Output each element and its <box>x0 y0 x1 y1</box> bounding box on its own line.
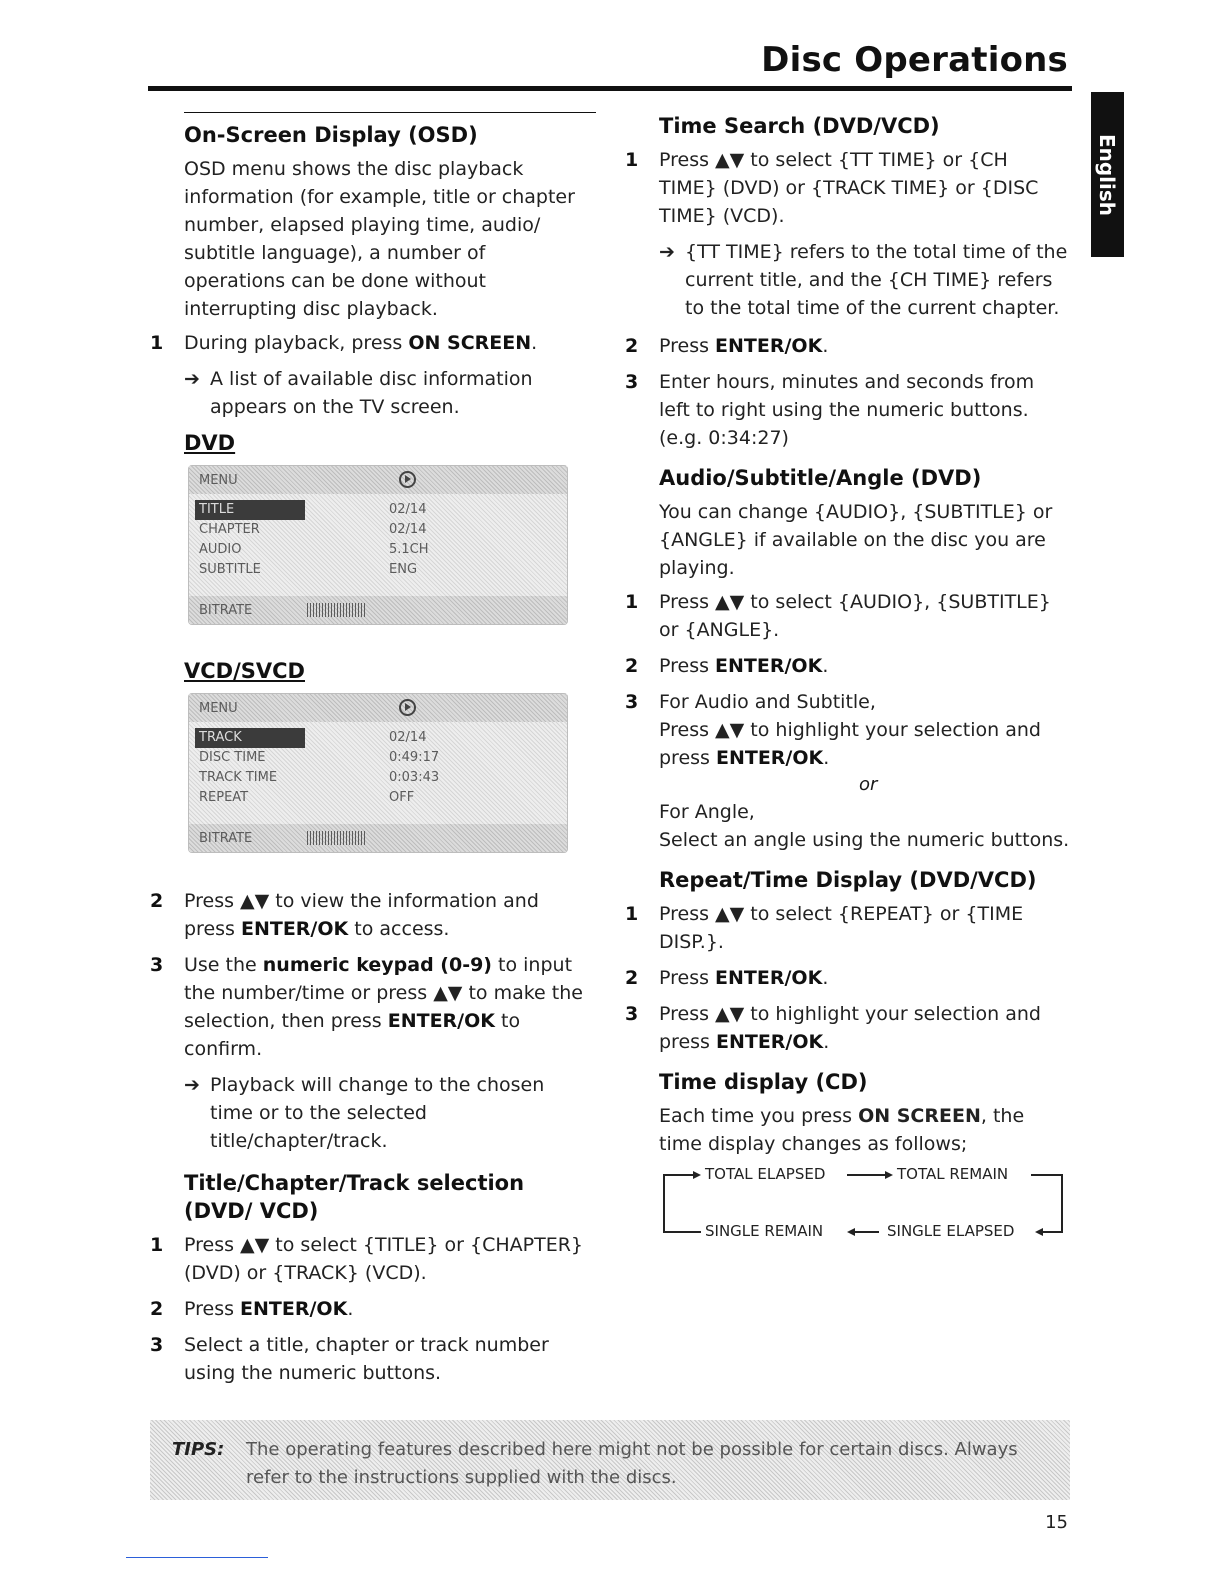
step-number: 3 <box>625 691 639 713</box>
osd-row <box>199 540 429 560</box>
osd-row-label: TITLE <box>195 500 305 520</box>
result-text: Playback will change to the chosen time or to the selected title/chapter/track. <box>210 1074 545 1152</box>
osd-heading: On-Screen Display (OSD) <box>184 123 478 147</box>
step-key: ENTER/OK <box>715 967 823 989</box>
osd-row <box>199 560 418 580</box>
step-number: 1 <box>625 149 639 171</box>
step-text: Press ▲▼ to view the information and press <box>184 890 539 940</box>
tct-heading: Title/Chapter/Track selection (DVD/ VCD) <box>184 1171 525 1223</box>
osd-row <box>199 788 415 808</box>
bitrate-meter-icon <box>307 603 365 617</box>
result-text: {TT TIME} refers to the total time of the current title, and the {CH TIME} refers to the total time of the current chapter. <box>685 241 1068 319</box>
osd-row-value: 0:03:43 <box>389 770 440 785</box>
osd-row <box>199 728 427 748</box>
ts-step-1 <box>625 146 1070 230</box>
step-number: 2 <box>625 335 639 357</box>
step-text: Press <box>659 335 716 357</box>
ts-step-3 <box>625 368 1070 452</box>
step-number: 3 <box>150 954 164 976</box>
tips-box <box>150 1420 1070 1500</box>
arrow-right-icon <box>693 1171 701 1179</box>
osd-result-1 <box>184 365 590 421</box>
step-number: 3 <box>625 371 639 393</box>
step-text: Select a title, chapter or track number using the numeric buttons. <box>184 1334 549 1384</box>
rtd-step-3 <box>625 1000 1070 1056</box>
asa-step-2 <box>625 652 1070 680</box>
left-column <box>150 112 590 1395</box>
step-text: Press ▲▼ to highlight your selection and press <box>659 719 1041 769</box>
step-key: numeric keypad (0-9) <box>262 954 492 976</box>
step-text: For Audio and Subtitle, <box>659 691 876 713</box>
intro-key: ON SCREEN <box>858 1105 981 1127</box>
osd-row-value: 02/14 <box>389 502 427 517</box>
step-key: ENTER/OK <box>715 1031 824 1053</box>
step-key: ENTER/OK <box>715 335 823 357</box>
vcd-osd-screen <box>188 693 568 853</box>
tips-text: The operating features described here might not be possible for certain discs. Always refer to the instructions supplied with the discs. <box>246 1439 1018 1488</box>
osd-row-value: OFF <box>389 790 415 805</box>
right-column <box>625 112 1070 1244</box>
step-number: 1 <box>150 332 164 354</box>
play-icon <box>399 471 416 488</box>
step-text: . <box>823 1031 830 1053</box>
step-text: . <box>823 747 830 769</box>
osd-row <box>199 748 440 768</box>
asa-heading: Audio/Subtitle/Angle (DVD) <box>659 466 982 490</box>
step-text: During playback, press <box>184 332 409 354</box>
step-number: 1 <box>150 1234 164 1256</box>
asa-step-1 <box>625 588 1070 644</box>
osd-row-value: 0:49:17 <box>389 750 440 765</box>
tips-label: TIPS: <box>172 1439 225 1460</box>
diagram-line <box>663 1174 695 1176</box>
arrow-left-icon <box>1035 1228 1043 1236</box>
step-key: ENTER/OK <box>715 655 823 677</box>
step-text: Press <box>659 655 716 677</box>
step-key: ENTER/OK <box>240 918 349 940</box>
intro-text: , the time display changes as follows; <box>659 1105 1025 1155</box>
step-text: Press <box>184 1298 241 1320</box>
diagram-line <box>663 1231 701 1233</box>
result-arrow-icon: ➔ <box>184 368 200 390</box>
osd-row-label: CHAPTER <box>199 522 260 537</box>
title-rule <box>148 86 1072 91</box>
section-rule <box>184 112 596 113</box>
step-text: Enter hours, minutes and seconds from left to right using the numeric buttons. (e.g. 0:34:27) <box>659 371 1035 449</box>
osd-row <box>199 768 440 788</box>
bitrate-meter-icon <box>307 831 365 845</box>
step-text: . <box>347 1298 354 1320</box>
step-number: 2 <box>625 967 639 989</box>
dvd-label: DVD <box>184 431 236 455</box>
language-tab <box>1091 92 1124 257</box>
result-text: A list of available disc information appears on the TV screen. <box>210 368 533 418</box>
page-number: 15 <box>1045 1512 1068 1533</box>
time-display-cycle-diagram <box>659 1164 1063 1244</box>
osd-row-value: ENG <box>389 562 418 577</box>
osd-row-label: DISC TIME <box>199 750 266 765</box>
step-key: ON SCREEN <box>408 332 532 354</box>
step-text: Press ▲▼ to select {TT TIME} or {CH TIME} (DVD) or {TRACK TIME} or {DISC TIME} (VCD). <box>659 149 1039 227</box>
step-text: . <box>822 967 829 989</box>
osd-bitrate-label: BITRATE <box>199 603 253 618</box>
step-text: Press ▲▼ to highlight your selection and press <box>659 1003 1041 1053</box>
osd-menu-label: MENU <box>199 473 238 488</box>
step-number: 1 <box>625 903 639 925</box>
step-text: . <box>531 332 538 354</box>
dvd-osd-screen <box>188 465 568 625</box>
step-text: Use the <box>184 954 263 976</box>
osd-result-3 <box>184 1071 590 1155</box>
tct-step-3 <box>150 1331 590 1387</box>
osd-header-bar <box>189 694 567 722</box>
step-number: 2 <box>625 655 639 677</box>
osd-row <box>199 500 427 520</box>
step-number: 2 <box>150 1298 164 1320</box>
step-text: to input the number/time or press ▲▼ to make the selection, then press <box>184 954 583 1032</box>
osd-menu-label: MENU <box>199 701 238 716</box>
osd-row-value: 02/14 <box>389 522 427 537</box>
language-tab-label: English <box>1095 133 1120 216</box>
step-text: . <box>822 655 829 677</box>
osd-step-2 <box>150 887 590 943</box>
single-remain-label: SINGLE REMAIN <box>705 1222 824 1240</box>
osd-row <box>199 520 427 540</box>
ts-result-1 <box>659 238 1070 322</box>
step-text: to access. <box>348 918 450 940</box>
osd-row-label: TRACK TIME <box>199 770 278 785</box>
step-text: Press ▲▼ to select {AUDIO}, {SUBTITLE} or {ANGLE}. <box>659 591 1051 641</box>
step-text: . <box>822 335 829 357</box>
page-title: Disc Operations <box>761 40 1068 80</box>
step-text: Press <box>659 967 716 989</box>
osd-header-bar <box>189 466 567 494</box>
step-key: ENTER/OK <box>240 1298 348 1320</box>
time-search-heading: Time Search (DVD/VCD) <box>659 114 940 138</box>
play-icon <box>399 699 416 716</box>
rtd-step-2 <box>625 964 1070 992</box>
diagram-line <box>1043 1231 1063 1233</box>
arrow-right-icon <box>885 1171 893 1179</box>
osd-bitrate-label: BITRATE <box>199 831 253 846</box>
osd-row-value: 5.1CH <box>389 542 429 557</box>
asa-intro: You can change {AUDIO}, {SUBTITLE} or {ANGLE} if available on the disc you are playing. <box>659 501 1053 579</box>
osd-footer-bar <box>189 824 567 852</box>
time-display-heading: Time display (CD) <box>659 1070 868 1094</box>
step-key: ENTER/OK <box>387 1010 495 1032</box>
osd-row-label: AUDIO <box>199 542 242 557</box>
bottom-rule <box>126 1557 268 1558</box>
vcd-label: VCD/SVCD <box>184 659 305 683</box>
total-elapsed-label: TOTAL ELAPSED <box>705 1165 826 1183</box>
step-number: 2 <box>150 890 164 912</box>
result-arrow-icon: ➔ <box>184 1074 200 1096</box>
diagram-line <box>663 1174 665 1232</box>
diagram-line <box>1031 1174 1063 1176</box>
or-separator: or <box>859 774 878 795</box>
step-text: Press ▲▼ to select {TITLE} or {CHAPTER} (DVD) or {TRACK} (VCD). <box>184 1234 584 1284</box>
osd-row-label: REPEAT <box>199 790 249 805</box>
rtd-heading: Repeat/Time Display (DVD/VCD) <box>659 868 1037 892</box>
step-number: 3 <box>625 1003 639 1025</box>
step-text: to confirm. <box>184 1010 521 1060</box>
step-key: ENTER/OK <box>715 747 824 769</box>
osd-row-value: 02/14 <box>389 730 427 745</box>
asa-step-3 <box>625 688 1070 772</box>
time-display-intro <box>659 1102 1070 1158</box>
single-elapsed-label: SINGLE ELAPSED <box>887 1222 1015 1240</box>
total-remain-label: TOTAL REMAIN <box>897 1165 1009 1183</box>
step-number: 1 <box>625 591 639 613</box>
diagram-line <box>847 1174 887 1176</box>
tct-step-1 <box>150 1231 590 1287</box>
diagram-line <box>855 1231 879 1233</box>
rtd-step-1 <box>625 900 1070 956</box>
asa-angle-line-1: For Angle, <box>659 801 755 823</box>
osd-row-label: TRACK <box>195 728 305 748</box>
arrow-left-icon <box>847 1228 855 1236</box>
osd-intro: OSD menu shows the disc playback information (for example, title or chapter number, elapsed playing time, audio/ subtitle language), a number of operations can be done without interrupting disc playback. <box>184 158 575 320</box>
result-arrow-icon: ➔ <box>659 241 675 263</box>
intro-text: Each time you press <box>659 1105 859 1127</box>
osd-step-1 <box>150 329 590 357</box>
osd-row-label: SUBTITLE <box>199 562 261 577</box>
osd-footer-bar <box>189 596 567 624</box>
tct-step-2 <box>150 1295 590 1323</box>
diagram-line <box>1061 1174 1063 1232</box>
step-number: 3 <box>150 1334 164 1356</box>
asa-angle-line-2: Select an angle using the numeric buttons. <box>659 829 1070 851</box>
ts-step-2 <box>625 332 1070 360</box>
osd-step-3 <box>150 951 590 1063</box>
step-text: Press ▲▼ to select {REPEAT} or {TIME DISP.}. <box>659 903 1024 953</box>
